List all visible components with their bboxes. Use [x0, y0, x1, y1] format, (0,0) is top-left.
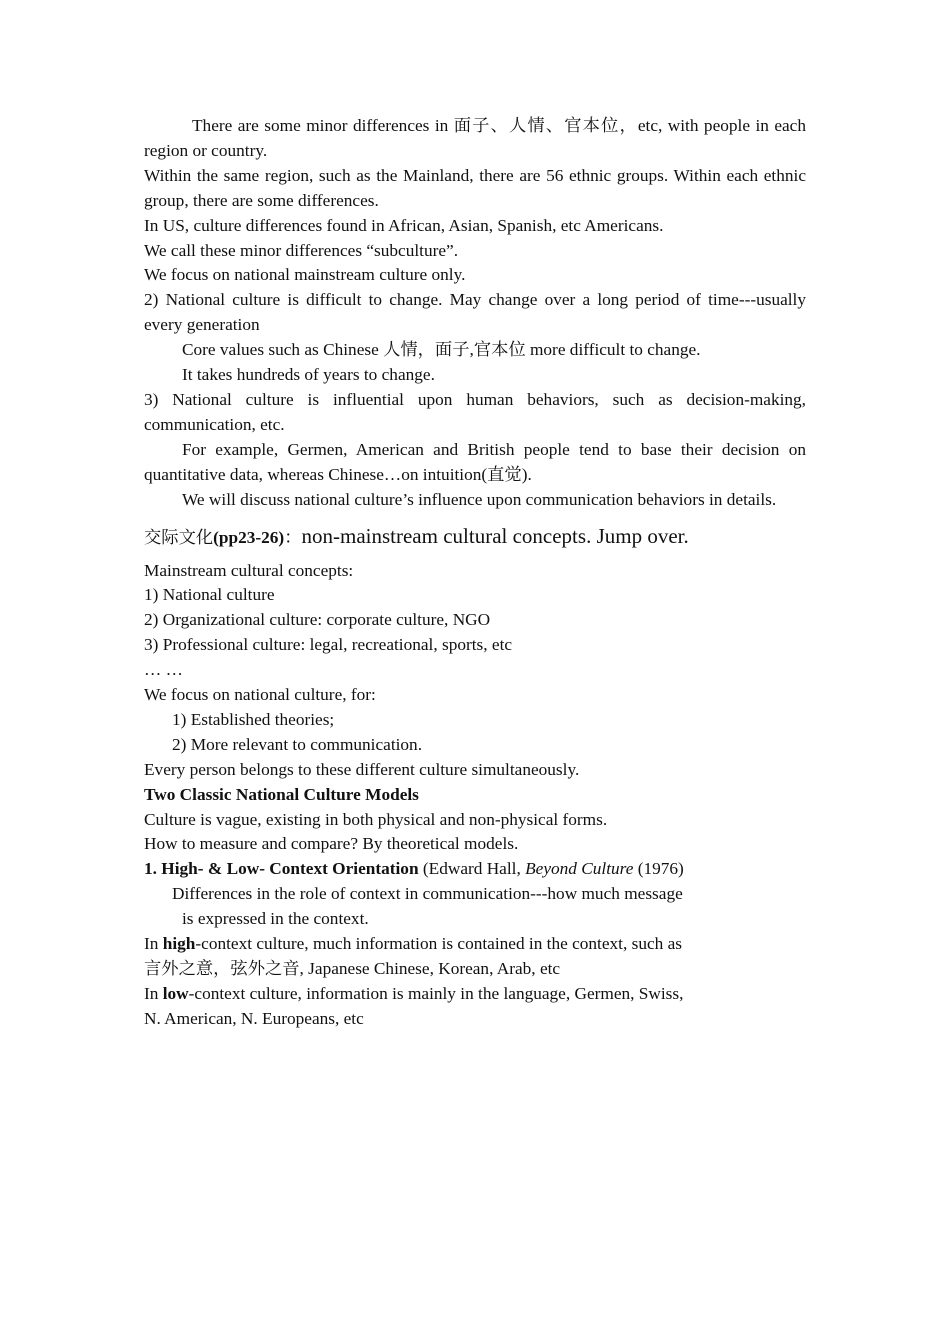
jiaoji-chinese: 交际文化: [144, 527, 214, 547]
paragraph-minor-differences: There are some minor differences in 面子、人情、官本位，etc, with people in each region or country.: [144, 116, 806, 160]
high-context-line: In high-context culture, much information is contained in the context, such as: [144, 934, 683, 954]
paragraph-difficult-to-change: 2) National culture is difficult to change. May change over a long period of time---usually every generation: [144, 290, 806, 335]
paragraph-core-values: Core values such as Chinese 人情，面子,官本位 more difficult to change.: [182, 340, 701, 360]
low-context-line: In low-context culture, information is mainly in the language, Germen, Swiss,: [144, 983, 684, 1003]
low-word: low: [162, 983, 189, 1003]
model1-title: 1. High- & Low- Context Orientation: [144, 859, 419, 879]
document-page: [144, 114, 806, 1032]
paragraph-us-culture: In US, culture differences found in African, Asian, Spanish, etc Americans.: [144, 215, 664, 235]
paragraph-subculture: We call these minor differences “subculture”.: [144, 240, 459, 260]
models-heading: Two Classic National Culture Models: [144, 784, 419, 804]
jiaoji-rest: non-mainstream cultural concepts. Jump over.: [301, 523, 689, 548]
model1-desc-line1: Differences in the role of context in communication---how much message: [172, 884, 683, 904]
model1-desc-line2: is expressed in the context.: [182, 909, 369, 929]
paragraph-ethnic-groups: Within the same region, such as the Mainland, there are 56 ethnic groups. Within each ethnic group, there are some differences.: [144, 165, 806, 210]
model1-title-line: [144, 857, 806, 882]
paragraph-influential: 3) National culture is influential upon human behaviors, such as decision-making, communication, etc.: [144, 389, 806, 434]
concepts-title: Mainstream cultural concepts:: [144, 560, 354, 580]
culture-vague-line: Culture is vague, existing in both physical and non-physical forms.: [144, 809, 608, 829]
focus-national-culture: We focus on national culture, for:: [144, 685, 376, 705]
every-person-line: Every person belongs to these different culture simultaneously.: [144, 759, 580, 779]
concept-item: … …: [144, 660, 183, 680]
reason-item: 2) More relevant to communication.: [172, 734, 423, 754]
paragraph-hundreds-of-years: It takes hundreds of years to change.: [182, 365, 435, 385]
model1-book: Beyond Culture: [525, 859, 634, 879]
paragraph-discuss-details: We will discuss national culture’s influence upon communication behaviors in details.: [182, 489, 777, 509]
reason-item: 1) Established theories;: [172, 709, 335, 729]
concept-item: 1) National culture: [144, 585, 275, 605]
concept-item: 2) Organizational culture: corporate culture, NGO: [144, 610, 491, 630]
jiaoji-culture-line: [144, 523, 806, 551]
paragraph-example-decision: For example, Germen, American and British people tend to base their decision on quantitative data, whereas Chinese…on intuition(直觉).: [144, 439, 806, 484]
jiaoji-pages: (pp23-26): [213, 527, 285, 547]
low-context-examples: N. American, N. Europeans, etc: [144, 1008, 364, 1028]
jiaoji-colon: ：: [284, 527, 302, 547]
high-word: high: [162, 934, 196, 954]
measure-compare-line: How to measure and compare? By theoretical models.: [144, 834, 519, 854]
model1-source-post: (1976): [633, 859, 684, 879]
paragraph-focus-mainstream: We focus on national mainstream culture only.: [144, 265, 466, 285]
high-context-examples: 言外之意，弦外之音, Japanese Chinese, Korean, Arab, etc: [144, 959, 561, 978]
model1-source-pre: (Edward Hall,: [418, 859, 526, 879]
concept-item: 3) Professional culture: legal, recreational, sports, etc: [144, 635, 513, 655]
